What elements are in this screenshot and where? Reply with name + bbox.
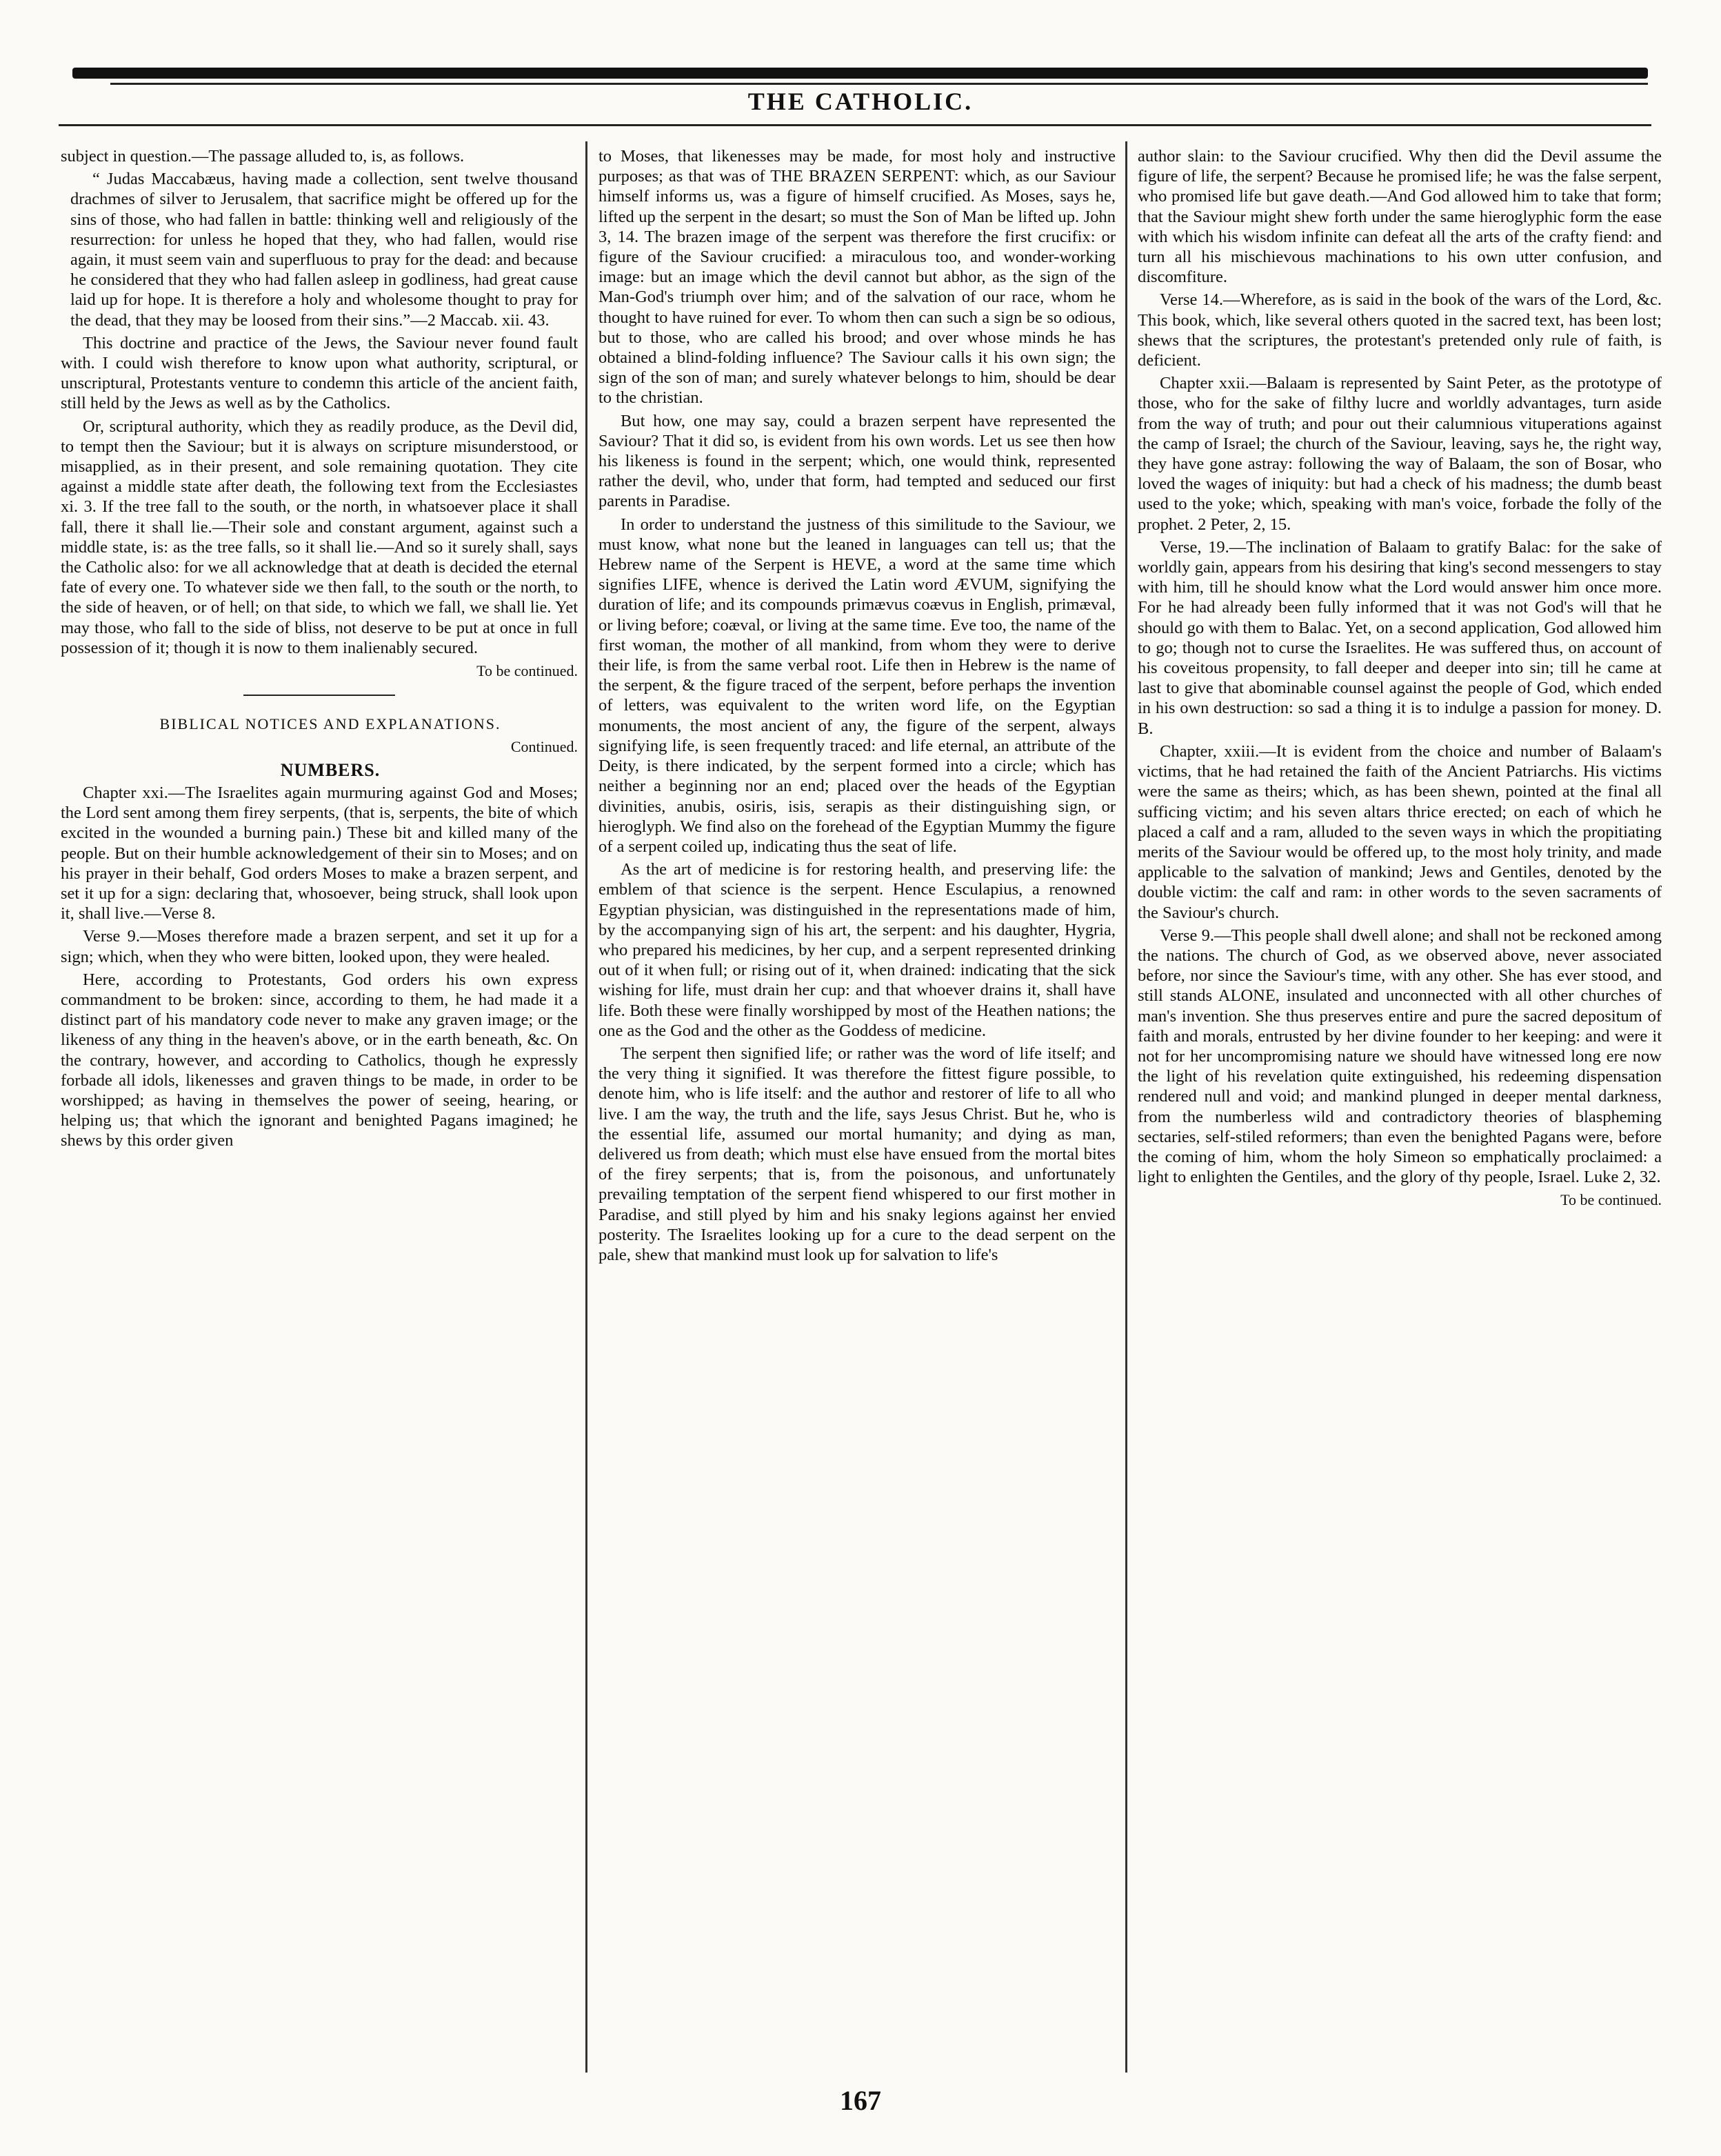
paragraph: Or, scriptural authority, which they as readily produce, as the Devil did, to tempt then the Saviour; but it is always on scripture misunderstood, or misapplied, as in their present, and sole remaining quotation. They cite against a middle state after death, the following text from the Ecclesiastes xi. 3. If the tree fall to the south, or the north, in whatsoever place it shall fall, there it shall lie.—Their sole and constant argument, against such a middle state, is: as the tree falls, so it shall lie.—And so it surely shall, says the Catholic also: for we all acknowledge that at death is decided the eternal fate of every one. To whatever side we then fall, to the south or the north, to the side of heaven, or of hell; on that side, to which we fall, we shall lie. Yet may those, who fall to the side of bliss, not deserve to be put at once in full possession of it; though it is now to them inalienably secured. — [61, 417, 578, 657]
paragraph: to Moses, that likenesses may be made, for most holy and instructive purposes; as that was of THE BRAZEN SERPENT: which, as our Saviour himself informs us, was a figure of himself crucified. As Moses, says he, lifted up the serpent in the desart; so must the Son of Man be lifted up. John 3, 14. The brazen image of the serpent was therefore the first crucifix: or figure of the Saviour crucified: a miraculous too, and wonder-working image: but an image which the devil cannot but abhor, as the sign of the Man-God's triumph over him; and of the salvation of our race, whom he thought to have ruined for ever. To whom then can such a sign be so odious, but to those, who are called his brood; and over whose minds he has obtained a blind-folding influence? The Saviour calls it his own sign; the sign of the son of man; and surely whatever belongs to him, should be dear to the christian. — [598, 147, 1116, 408]
paragraph: Verse 9.—This people shall dwell alone; and shall not be reckoned among the nations. The church of God, as we observed above, never associated before, nor since the Saviour's time, with any other. She has ever stood, and still stands ALONE, insulated and unconnected with all other churches of man's invention. She thus preserves entire and pure the sacred depositum of faith and morals, entrusted by her divine founder to her keeping: and were it not for her uncompromising nature we should have witnessed long ere now the light of his revelation quite extinguished, his redeeming dispensation rendered null and void; and mankind plunged in deeper mental darkness, from the numberless wild and contradictory theories of blaspheming sectaries, self-stiled reformers; than even the benighted Pagans were, before the coming of him, whom the holy Simeon so emphatically proclaimed: a light to enlighten the Gentiles, and the glory of thy people, Israel. Luke 2, 32. — [1138, 926, 1662, 1187]
paragraph: Verse 14.—Wherefore, as is said in the book of the wars of the Lord, &c. This book, which, like several others quoted in the sacred text, has been lost; shews that the scriptures, the protestant's pretended only rule of faith, is deficient. — [1138, 290, 1662, 370]
column-middle — [598, 146, 1116, 2070]
paragraph: Chapter xxii.—Balaam is represented by Saint Peter, as the prototype of those, who for the sake of filthy lucre and worldly advantages, turn aside from the way of truth; and pour out their calumnious vituperations against the camp of Israel; the church of the Saviour, leaving, says he, the right way, they have gone astray: following the way of Balaam, the son of Bosar, who loved the wages of iniquity: but had a check of his madness; the dumb beast used to the yoke; which, speaking with man's voice, forbade the folly of the prophet. 2 Peter, 2, 15. — [1138, 374, 1662, 534]
column-divider — [1125, 141, 1127, 2073]
column-divider — [585, 141, 587, 2073]
paragraph: Verse, 19.—The inclination of Balaam to gratify Balac: for the sake of worldly gain, appears from his desiring that king's second messengers to stay with him, till he should know what the Lord would answer him once more. For he had already been fully informed that it was not God's will that he should go with them to Balac. Yet, on a second application, God allowed him to go; though not to curse the Israelites. He was suffered thus, on account of his coveitous propensity, to fall deeper and deeper into sin; till he came at last to give that abominable counsel against the people of God, which ended in his own destruction: so sad a thing it is to indulge a passion for money. D. B. — [1138, 537, 1662, 738]
page-number: 167 — [840, 2085, 881, 2116]
section-title: BIBLICAL NOTICES AND EXPLANATIONS. — [159, 715, 501, 733]
paragraph: The serpent then signified life; or rather was the word of life itself; and the very thing it signified. It was therefore the fittest figure possible, to denote him, who is life itself: and the author and restorer of life to all who live. I am the way, the truth and the life, says Jesus Christ. But he, who is the essential life, assumed our mortal humanity; and dying as man, delivered us from death; which must else have ensued from the mortal bites of the firey serpents; that is, from the poisonous, and unfortunately prevailing temptation of the serpent fiend whispered to our first mother in Paradise, and still plyed by him and his snaky legions against her envied posterity. The Israelites looking up for a cure to the dead serpent on the pale, shew that mankind must look up for salvation to life's — [598, 1044, 1116, 1264]
masthead-title: THE CATHOLIC. — [747, 88, 974, 115]
header-thick-rule — [72, 68, 1648, 79]
column-left — [61, 146, 578, 2070]
column-right — [1138, 146, 1662, 2070]
masthead-underline — [59, 124, 1651, 126]
maccabees-quotation: “ Judas Maccabæus, having made a collection, sent twelve thousand drachmes of silver to Jerusalem, that sacrifice might be offered up for the sins of those, who had fallen in battle: thinking well and religiously of the resurrection: for unless he hoped that they, who had fallen, would rise again, it must seem vain and superfluous to pray for the dead: and because he considered that they who had fallen asleep in godliness, had great cause laid up for hope. It is therefore a holy and wholesome thought to pray for the dead, that they may be loosed from their sins.”—2 Maccab. xii. 43. — [70, 170, 578, 330]
paragraph: Chapter, xxiii.—It is evident from the choice and number of Balaam's victims, that he had retained the faith of the Ancient Patriarchs. His victims were the same as theirs; which, as has been shewn, pointed at the final all sufficing victim; and his seven altars thrice erected; on each of which he placed a calf and a ram, alluded to the seven ways in which the propitiating merits of the Saviour would be offered up, to the most holy trinity, and made applicable to the salvation of mankind; Jews and Gentiles, denoted by the double victim: the calf and ram: in other words to the seven sacraments of the Saviour's church. — [1138, 741, 1662, 922]
to-be-continued-note: To be continued. — [476, 662, 578, 680]
section-heading: NUMBERS. — [280, 759, 381, 780]
paragraph: But how, one may say, could a brazen serpent have represented the Saviour? That it did so, is evident from his own words. Let us see then how his likeness is found in the serpent; which, one would think, represented rather the devil, who, under that form, had tempted and seduced our first parents in Paradise. — [598, 411, 1116, 511]
section-continued: Continued. — [510, 738, 578, 756]
section-separator — [243, 695, 395, 696]
header-thin-rule — [110, 83, 1648, 85]
paragraph: Chapter xxi.—The Israelites again murmuring against God and Moses; the Lord sent among them firey serpents, (that is, serpents, the bite of which excited in the wounded a burning pain.) These bit and killed many of the people. But on their humble acknowledgement of their sin to Moses; and on his prayer in their behalf, God orders Moses to make a brazen serpent, and set it up for a sign: declaring that, whosoever, being struck, shall look upon it, shall live.—Verse 8. — [61, 783, 578, 924]
paragraph: In order to understand the justness of this similitude to the Saviour, we must know, what none but the leaned in languages can tell us; that the Hebrew name of the Serpent is HEVE, a word at the same time which signifies LIFE, whence is derived the Latin word ÆVUM, signifying the duration of life; and its compounds primævus coævus in English, primæval, or living before; coæval, or living at the same time. Eve too, the name of the first woman, the mother of all mankind, from whom they were to derive their life, is from the same verbal root. Life then in Hebrew is the name of the serpent, & the figure traced of the serpent, before perhaps the invention of letters, was equivalent to the writen word life, on the Egyptian monuments, the most ancient of any, the figure of the serpent, always signifying life, is seen frequently traced: and life eternal, an attribute of the Deity, is there indicated, by the serpent formed into a circle; which has neither a beginning nor an end; placed over the heads of the Egyptian divinities, anubis, osiris, isis, serapis as their distinguishing sign, or hieroglyph. We find also on the forehead of the Egyptian Mummy the figure of a serpent coiled up, indicating thus the seat of life. — [598, 515, 1116, 856]
paragraph: As the art of medicine is for restoring health, and preserving life: the emblem of that science is the serpent. Hence Esculapius, a renowned Egyptian physician, was distinguished in the representations made of him, by the accompanying sign of his art, the serpent: and his daughter, Hygria, who prepared his medicines, by her cup, and a serpent represented drinking out of it when full; or rising out of it, when drained: indicating that the sick wishing for life, must drain her cup: and that whoever drains it, shall have life. Both these were finally worshipped by most of the Heathen nations; the one as the God and the other as the Goddess of medicine. — [598, 860, 1116, 1040]
paragraph: author slain: to the Saviour crucified. Why then did the Devil assume the figure of life, the serpent? Because he promised life; he was the false serpent, who promised life but gave death.—And God allowed him to take that form; that the Saviour might shew forth under the same hieroglyphic form the ease with which his wisdom infinite can defeat all the arts of the crafty fiend: and turn all his mischievous machinations to his own utter confusion, and discomfiture. — [1138, 147, 1662, 287]
paragraph: Here, according to Protestants, God orders his own express commandment to be broken: since, according to them, he had made it a distinct part of his mandatory code never to make any graven image; or the likeness of any thing in the heaven's above, or in the earth beneath, &c. On the contrary, however, and according to Catholics, though he expressly forbade all idols, likenesses and graven things to be made, in order to be worshipped; as having in themselves the power of seeing, hearing, or helping us; that which the ignorant and benighted Pagans imagined; he shews by this order given — [61, 970, 578, 1150]
to-be-continued-note: To be continued. — [1560, 1191, 1662, 1209]
paragraph: Verse 9.—Moses therefore made a brazen serpent, and set it up for a sign; which, when they who were bitten, looked upon, they were healed. — [61, 927, 578, 966]
paragraph: This doctrine and practice of the Jews, the Saviour never found fault with. I could wish therefore to know upon what authority, scriptural, or unscriptural, Protestants venture to condemn this article of the ancient faith, still held by the Jews as well as by the Catholics. — [61, 333, 578, 413]
paragraph: subject in question.—The passage alluded to, is, as follows. — [61, 147, 465, 166]
